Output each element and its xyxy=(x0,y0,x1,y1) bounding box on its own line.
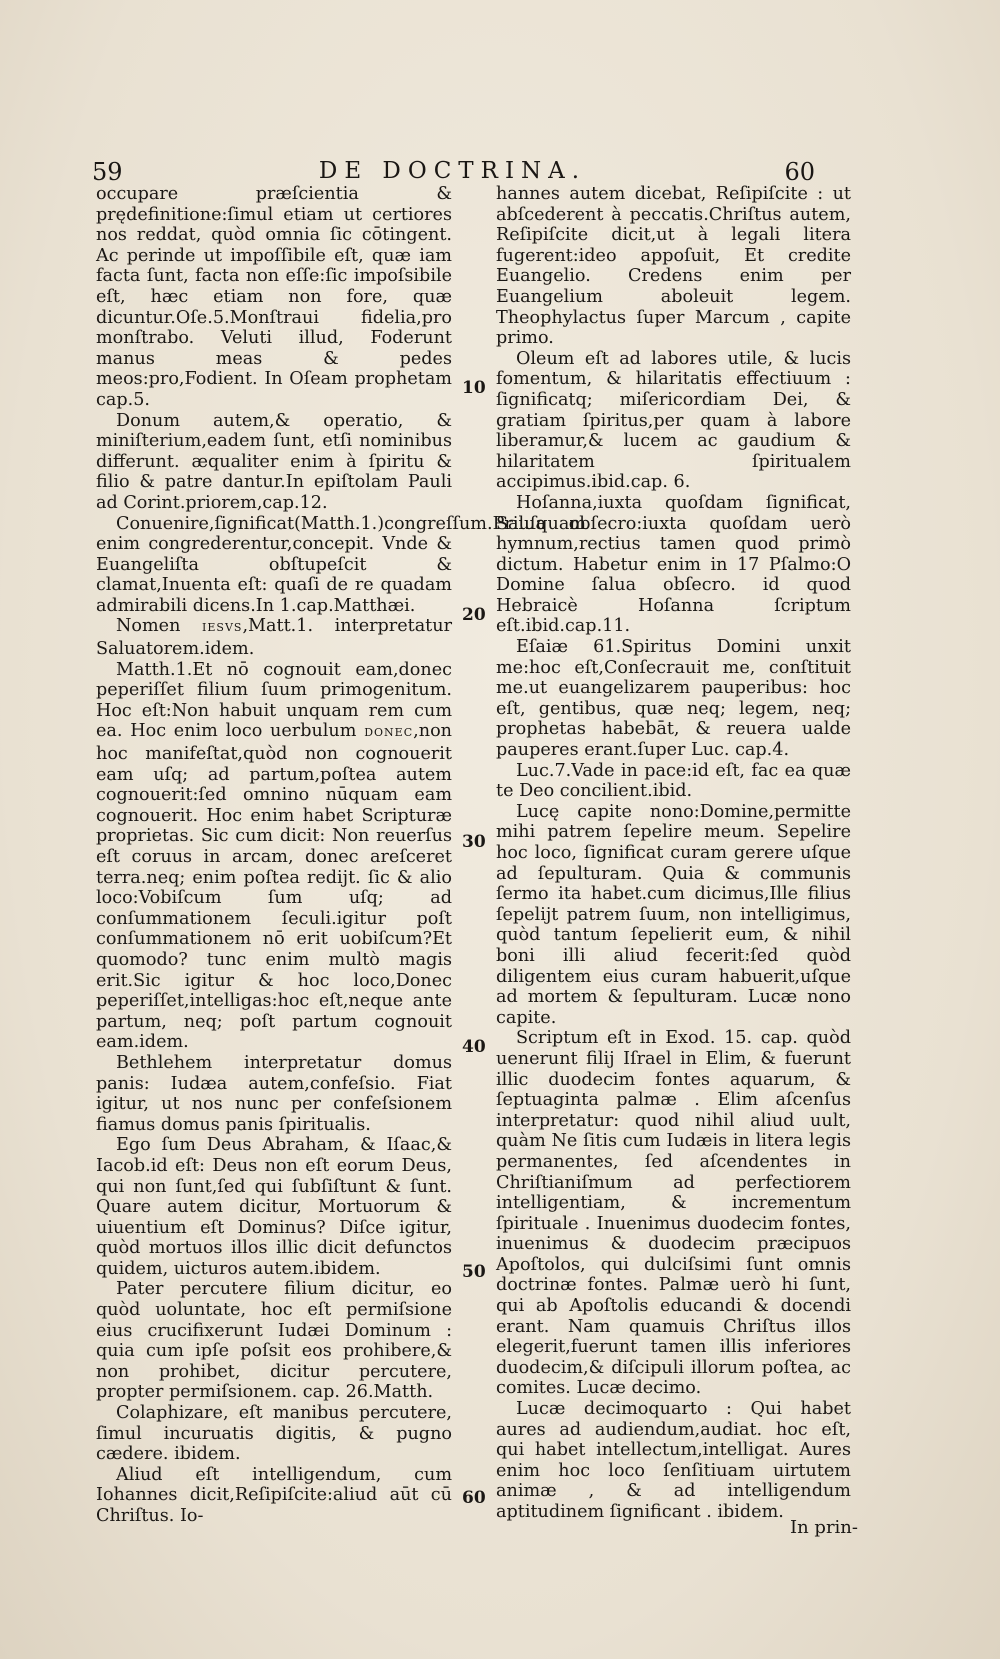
page-number-right: 60 xyxy=(784,158,815,186)
paragraph: Luc.7.Vade in pace:id eſt, fac ea quæ te Deo concilient.ibid. xyxy=(496,760,851,802)
paragraph: Ego ſum Deus Abraham, & Iſaac,& Iacob.id eſt: Deus non eſt eorum Deus, qui non ſunt,ſed qui ſubſiſtunt & ſunt. Quare autem dicitur, Mortuorum & uiuentium eſt Dominus? Diſce igitur, quòd mortuos illos illic dicit defunctos quidem, uicturos autem.ibidem. xyxy=(96,1135,452,1279)
text-span: Matth.1.Et nō cognouit eam,donec peperiſſet filium ſuum primogenitum. Hoc eſt:Non habuit unquam rem cum ea. Hoc enim loco uerbulum xyxy=(96,659,452,742)
paragraph: Conuenire,ſignificat(Matth.1.)congreſſum.Priuſquam enim congrederentur,concepit. Vnde & Euangeliſta obſtupeſcit & clamat,Inuenta eſt: quaſi de re quadam admirabili dicens.In 1.cap.Matthæi. xyxy=(96,513,587,616)
right-column xyxy=(496,184,851,1523)
paragraph: Pater percutere filium dicitur, eo quòd uoluntate, hoc eſt permiſsione eius crucifixerunt Iudæi Dominum : quia cum ipſe poſsit eos prohibere,& non prohibet, dicitur percutere, propter permiſsionem. cap. 26.Matth. xyxy=(96,1279,452,1403)
paragraph: Bethlehem interpretatur domus panis: Iudæa autem,confeſsio. Fiat igitur, ut nos nunc per confeſsionem fiamus domus panis ſpiritualis. xyxy=(96,1052,452,1135)
paragraph: Scriptum eſt in Exod. 15. cap. quòd uenerunt filij Iſrael in Elim, & fuerunt illic duodecim fontes aquarum, & ſeptuaginta palmæ . Elim aſcenſus interpretatur: quod nihil aliud uult, quàm Ne ſitis cum Iudæis in litera legis permanentes, ſed aſcendentes in Chriſtianiſmum ad perfectiorem intelligentiam, & incrementum ſpirituale . Inuenimus duodecim fontes, inuenimus & duodecim præcipuos Apoſtolos, qui dulciſsimi ſunt omnis doctrinæ fontes. Palmæ uerò hi ſunt, qui ab Apoſtolis educandi & docendi erant. Nam quamuis Chriſtus illos elegerit,fuerunt tamen illis inferiores duodecim,& diſcipuli illorum poſtea, ac comites. Lucæ decimo. xyxy=(496,1028,851,1399)
paragraph: Colaphizare, eſt manibus percutere, ſimul incuruatis digitis, & pugno cædere. ibidem. xyxy=(96,1403,452,1465)
line-number: 40 xyxy=(462,1037,486,1057)
text-span: ,Matt.1. interpretatur Saluatorem.idem. xyxy=(96,616,452,660)
page-number-left: 59 xyxy=(92,158,123,186)
text-span: Nomen xyxy=(116,616,203,637)
small-caps-word: DONEC xyxy=(364,726,414,740)
paragraph: Lucæ decimoquarto : Qui habet aures ad audiendum,audiat. hoc eſt, qui habet intellectum,intelligat. Aures enim hoc loco ſenſitiuam uirtutem animæ , & ad intelligendum aptitudinem ſignificant . ibidem. xyxy=(496,1399,851,1522)
paragraph: Donum autem,& operatio, & miniſterium,eadem ſunt, etſi nominibus differunt. æqualiter enim à ſpiritu & filio & patre dantur.In epiſtolam Pauli ad Corint.priorem,cap.12. xyxy=(96,410,452,513)
catchword: In prin- xyxy=(790,1517,858,1538)
paragraph: Lucę capite nono:Domine,permitte mihi patrem ſepelire meum. Sepelire hoc loco, ſignificat curam gerere uſque ad ſepulturam. Quia & communis ſermo ita habet.cum dicimus,Ille filius ſepelijt patrem ſuum, non intelligimus, quòd tantum ſepelierit eum, & nihil boni illi aliud fecerit:ſed quòd diligentem eius curam habuerit,uſque ad mortem & ſepulturam. Lucæ nono capite. xyxy=(496,801,851,1028)
line-number: 50 xyxy=(462,1262,486,1282)
paragraph xyxy=(96,616,452,659)
paragraph: occupare præſcientia & prędefinitione:ſimul etiam ut certiores nos reddat, quòd omnia ſic cōtingent. Ac perinde ut impoſſibile eſt, quæ iam facta ſunt, facta non eſſe:ſic impoſsibile eſt, hæc etiam non fore, quæ dicuntur.Oſe.5.Monſtraui fidelia,pro monſtrabo. Veluti illud, Foderunt manus meas & pedes meos:pro,Fodient. In Oſeam prophetam cap.5. xyxy=(96,184,452,410)
text-span: ,non hoc manifeſtat,quòd non cognouerit eam uſq; ad partum,poſtea autem cognouerit:ſed omnino nūquam eam cognouerit. Hoc enim habet Scripturæ proprietas. Sic cum dicit: Non reuerſus eſt coruus in arcam, donec areſceret terra.neq; enim poſtea redijt. ſic & alio loco:Vobiſcum ſum uſq; ad conſummationem ſeculi.igitur poſt conſummationem nō erit uobiſcum?Et quomodo? tunc enim multò magis erit.Sic igitur & hoc loco,Donec peperiſſet,intelligas:hoc eſt,neque ante partum, neq; poſt partum cognouit eam.idem. xyxy=(96,721,452,1053)
line-number: 10 xyxy=(462,378,486,398)
paragraph xyxy=(96,660,452,1053)
paragraph: hannes autem dicebat, Reſipiſcite : ut abſcederent à peccatis.Chriſtus autem, Reſipiſcite dicit,ut à legali litera fugerent:ideo appoſuit, Et credite Euangelio. Credens enim per Euangelium aboleuit legem. Theophylactus ſuper Marcum , capite primo. xyxy=(496,184,851,349)
running-title: DE DOCTRINA. xyxy=(318,158,587,184)
paragraph: Eſaiæ 61.Spiritus Domini unxit me:hoc eſt,Conſecrauit me, conſtituit me.ut euangelizarem pauperibus: hoc eſt, gentibus, quæ neq; legem, neq; prophetas habebāt, & reuera ualde pauperes erant.ſuper Luc. cap.4. xyxy=(496,637,851,761)
line-number: 60 xyxy=(462,1488,486,1508)
paragraph: Oleum eſt ad labores utile, & lucis fomentum, & hilaritatis effectiuum : ſignificatq; miſericordiam Dei, & gratiam ſpiritus,per quam à labore liberamur,& lucem ac gaudium & hilaritatem ſpiritualem accipimus.ibid.cap. 6. xyxy=(496,348,851,493)
line-number: 20 xyxy=(462,605,486,625)
small-caps-name: IESVS xyxy=(202,621,243,635)
paragraph: Aliud eſt intelligendum, cum Iohannes dicit,Reſipiſcite:aliud aūt cū Chriſtus. Io- xyxy=(96,1464,452,1526)
paragraph: Hoſanna,iuxta quoſdam ſignificat, Salua obſecro:iuxta quoſdam uerò hymnum,rectius tamen quod primò dictum. Habetur enim in 17 Pſalmo:O Domine ſalua obſecro. id quod Hebraicè Hoſanna ſcriptum eſt.ibid.cap.11. xyxy=(496,492,851,637)
line-number: 30 xyxy=(462,832,486,852)
